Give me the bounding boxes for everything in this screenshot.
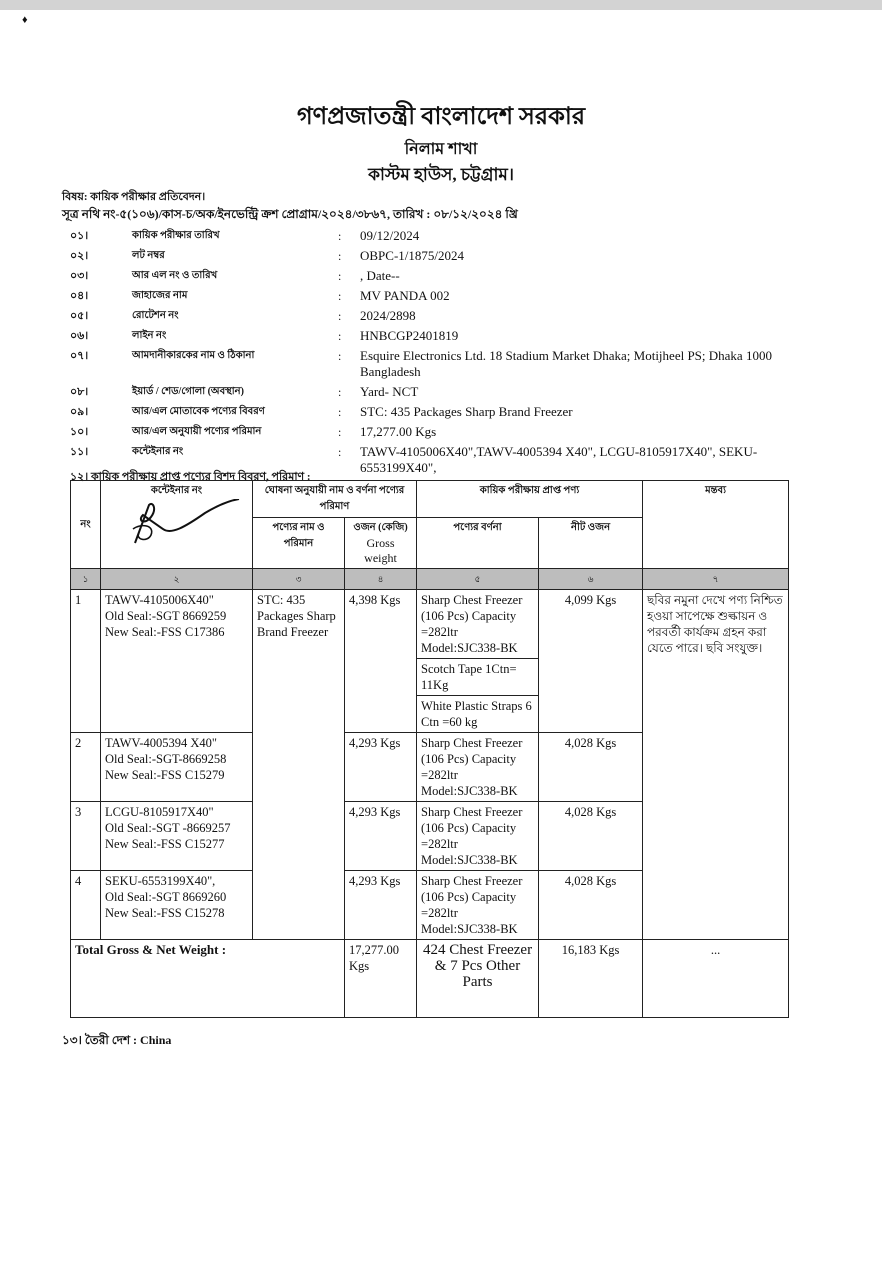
- total-gross: 17,277.00 Kgs: [345, 940, 417, 1018]
- inspection-table: [70, 480, 789, 1018]
- info-value: 17,277.00 Kgs: [360, 424, 437, 439]
- description-extra: White Plastic Straps 6 Ctn =60 kg: [417, 695, 538, 730]
- reference-line: সূত্র নথি নং-৫(১০৬)/কাস-চ/অক/ইনভেন্ট্রি ক্রশ প্রোগ্রাম/২০২৪/৩৮৬৭, তারিখ : ০৮/১২/২০২৪ খ্রি: [62, 207, 518, 221]
- info-value: TAWV-4105006X40",TAWV-4005394 X40", LCGU-8105917X40", SEKU-6553199X40",: [360, 444, 758, 475]
- info-colon: :: [338, 405, 342, 419]
- column-number: ৭: [643, 569, 789, 590]
- info-row: [70, 384, 800, 400]
- info-label: কায়িক পরীক্ষার তারিখ: [132, 230, 220, 241]
- net-weight: 4,028 Kgs: [539, 733, 643, 802]
- column-number: ২: [101, 569, 253, 590]
- info-label: লাইন নং: [132, 330, 167, 341]
- info-value: OBPC-1/1875/2024: [360, 248, 465, 263]
- info-number: ০৫।: [70, 310, 89, 322]
- info-number: ০৮।: [70, 386, 89, 398]
- row-number: 4: [71, 871, 101, 940]
- container-cell: [101, 590, 253, 733]
- header-no: নং: [71, 481, 101, 569]
- info-value: , Date--: [360, 268, 400, 283]
- container-number: TAWV-4105006X40": [105, 593, 214, 607]
- new-seal: New Seal:-FSS C15279: [105, 768, 225, 782]
- row-number: 3: [71, 802, 101, 871]
- info-colon: :: [338, 385, 342, 399]
- info-value: MV PANDA 002: [360, 288, 450, 303]
- info-number: ০১।: [70, 230, 89, 242]
- info-number: ০৩।: [70, 270, 89, 282]
- container-cell: [101, 733, 253, 802]
- total-description: 424 Chest Freezer & 7 Pcs Other Parts: [417, 940, 539, 1018]
- subject-line: বিষয়: কায়িক পরীক্ষার প্রতিবেদন।: [62, 191, 206, 203]
- net-weight: 4,028 Kgs: [539, 871, 643, 940]
- info-row: [70, 328, 800, 344]
- info-number: ০৬।: [70, 330, 89, 342]
- section-12-heading: ১২। কায়িক পরীক্ষায় প্রাপ্ত পণ্যের বিশদ বিবরণ, পরিমাণ :: [70, 471, 311, 483]
- header-desc: পণ্যের বর্ণনা: [417, 518, 539, 569]
- info-value: HNBCGP2401819: [360, 328, 459, 343]
- column-number-row: [71, 569, 789, 590]
- signature-mark: [115, 499, 245, 547]
- info-list: [70, 228, 800, 480]
- old-seal: Old Seal:-SGT -8669257: [105, 821, 231, 835]
- info-number: ১১।: [70, 446, 89, 458]
- header-found: কায়িক পরীক্ষায় প্রাপ্ত পণ্য: [417, 481, 643, 518]
- info-value: STC: 435 Packages Sharp Brand Freezer: [360, 404, 573, 419]
- info-label: আর/এল মোতাবেক পণ্যের বিবরণ: [132, 406, 265, 417]
- totals-label: Total Gross & Net Weight :: [71, 940, 345, 1018]
- container-number: SEKU-6553199X40",: [105, 874, 216, 888]
- info-label: রোটেশন নং: [132, 310, 179, 321]
- info-row: [70, 348, 800, 380]
- info-value: Yard- NCT: [360, 384, 419, 399]
- page-mark: ♦: [22, 14, 28, 26]
- declared-goods: STC: 435 Packages Sharp Brand Freezer: [253, 590, 345, 940]
- info-colon: :: [338, 269, 342, 283]
- remarks: ছবির নমুনা দেখে পণ্য নিশ্চিত হওয়া সাপেক্ষে শুল্কায়ন ও পরবর্তী কার্যক্রম গ্রহন করা যেতে পারে। ছবি সংযুক্ত।: [643, 590, 789, 940]
- info-row: [70, 248, 800, 264]
- container-number: LCGU-8105917X40": [105, 805, 214, 819]
- info-row: [70, 424, 800, 440]
- table-row: [71, 590, 789, 733]
- gross-weight: 4,293 Kgs: [345, 733, 417, 802]
- description: Sharp Chest Freezer (106 Pcs) Capacity =282ltr Model:SJC338-BK: [417, 871, 539, 940]
- info-number: ০২।: [70, 250, 89, 262]
- header-container-label: কন্টেইনার নং: [150, 485, 203, 496]
- old-seal: Old Seal:-SGT-8669258: [105, 752, 227, 766]
- column-number: ১: [71, 569, 101, 590]
- info-number: ০৭।: [70, 350, 89, 362]
- total-net: 16,183 Kgs: [539, 940, 643, 1018]
- gross-weight: 4,398 Kgs: [345, 590, 417, 733]
- info-value: 2024/2898: [360, 308, 416, 323]
- column-number: ৫: [417, 569, 539, 590]
- old-seal: Old Seal:-SGT 8669259: [105, 609, 227, 623]
- info-number: ০৯।: [70, 406, 89, 418]
- info-colon: :: [338, 329, 342, 343]
- info-row: [70, 268, 800, 284]
- header-container: [101, 481, 253, 569]
- scan-top-border: [0, 0, 882, 10]
- header-net: নীট ওজন: [539, 518, 643, 569]
- header-weight-bn: ওজন (কেজি): [353, 522, 408, 533]
- new-seal: New Seal:-FSS C17386: [105, 625, 225, 639]
- row-number: 1: [71, 590, 101, 733]
- info-row: [70, 288, 800, 304]
- column-number: ৩: [253, 569, 345, 590]
- info-value: Esquire Electronics Ltd. 18 Stadium Market Dhaka; Motijheel PS; Dhaka 1000 Bangladesh: [360, 348, 772, 379]
- row-number: 2: [71, 733, 101, 802]
- info-number: ১০।: [70, 426, 89, 438]
- description-cell: [417, 590, 539, 733]
- total-remark: ...: [643, 940, 789, 1018]
- info-row: [70, 308, 800, 324]
- container-number: TAWV-4005394 X40": [105, 736, 218, 750]
- net-weight: 4,099 Kgs: [539, 590, 643, 733]
- totals-row: [71, 940, 789, 1018]
- info-label: ইয়ার্ড / শেড/গোলা (অবস্থান): [132, 386, 244, 397]
- section-name: নিলাম শাখা: [404, 141, 478, 158]
- info-colon: :: [338, 349, 342, 363]
- gross-weight: 4,293 Kgs: [345, 802, 417, 871]
- container-cell: [101, 871, 253, 940]
- office-name: কাস্টম হাউস, চট্টগ্রাম।: [368, 165, 514, 184]
- header-declared: ঘোষনা অনুযায়ী নাম ও বর্ণনা পণ্যের পরিমাণ: [253, 481, 417, 518]
- info-label: আমদানীকারকের নাম ও ঠিকানা: [132, 350, 255, 361]
- info-value: 09/12/2024: [360, 228, 420, 243]
- old-seal: Old Seal:-SGT 8669260: [105, 890, 227, 904]
- government-title: গণপ্রজাতন্ত্রী বাংলাদেশ সরকার: [296, 104, 586, 130]
- info-row: [70, 228, 800, 244]
- info-colon: :: [338, 445, 342, 459]
- description-extra: Scotch Tape 1Ctn= 11Kg: [417, 658, 538, 693]
- gross-weight: 4,293 Kgs: [345, 871, 417, 940]
- info-colon: :: [338, 309, 342, 323]
- info-label: লট নম্বর: [132, 250, 165, 261]
- column-number: ৪: [345, 569, 417, 590]
- new-seal: New Seal:-FSS C15277: [105, 837, 225, 851]
- info-label: আর এল নং ও তারিখ: [132, 270, 218, 281]
- info-label: কন্টেইনার নং: [132, 446, 184, 457]
- info-colon: :: [338, 289, 342, 303]
- new-seal: New Seal:-FSS C15278: [105, 906, 225, 920]
- info-colon: :: [338, 425, 342, 439]
- header-remarks: মন্তব্য: [643, 481, 789, 569]
- description: Sharp Chest Freezer (106 Pcs) Capacity =282ltr Model:SJC338-BK: [417, 733, 539, 802]
- column-number: ৬: [539, 569, 643, 590]
- description: Sharp Chest Freezer (106 Pcs) Capacity =282ltr Model:SJC338-BK: [421, 593, 523, 655]
- signature: [105, 499, 248, 547]
- header-gross-weight: Gross weight: [364, 536, 397, 565]
- table-header-row: [71, 481, 789, 518]
- container-cell: [101, 802, 253, 871]
- info-colon: :: [338, 229, 342, 243]
- info-label: আর/এল অনুযায়ী পণ্যের পরিমান: [132, 426, 262, 437]
- info-colon: :: [338, 249, 342, 263]
- country-of-origin: ১৩। তৈরী দেশ : China: [62, 1033, 172, 1047]
- header-name-qty: পণ্যের নাম ও পরিমান: [253, 518, 345, 569]
- description: Sharp Chest Freezer (106 Pcs) Capacity =282ltr Model:SJC338-BK: [417, 802, 539, 871]
- info-row: [70, 404, 800, 420]
- net-weight: 4,028 Kgs: [539, 802, 643, 871]
- info-number: ০৪।: [70, 290, 89, 302]
- info-label: জাহাজের নাম: [132, 290, 188, 301]
- header-weight: [345, 518, 417, 569]
